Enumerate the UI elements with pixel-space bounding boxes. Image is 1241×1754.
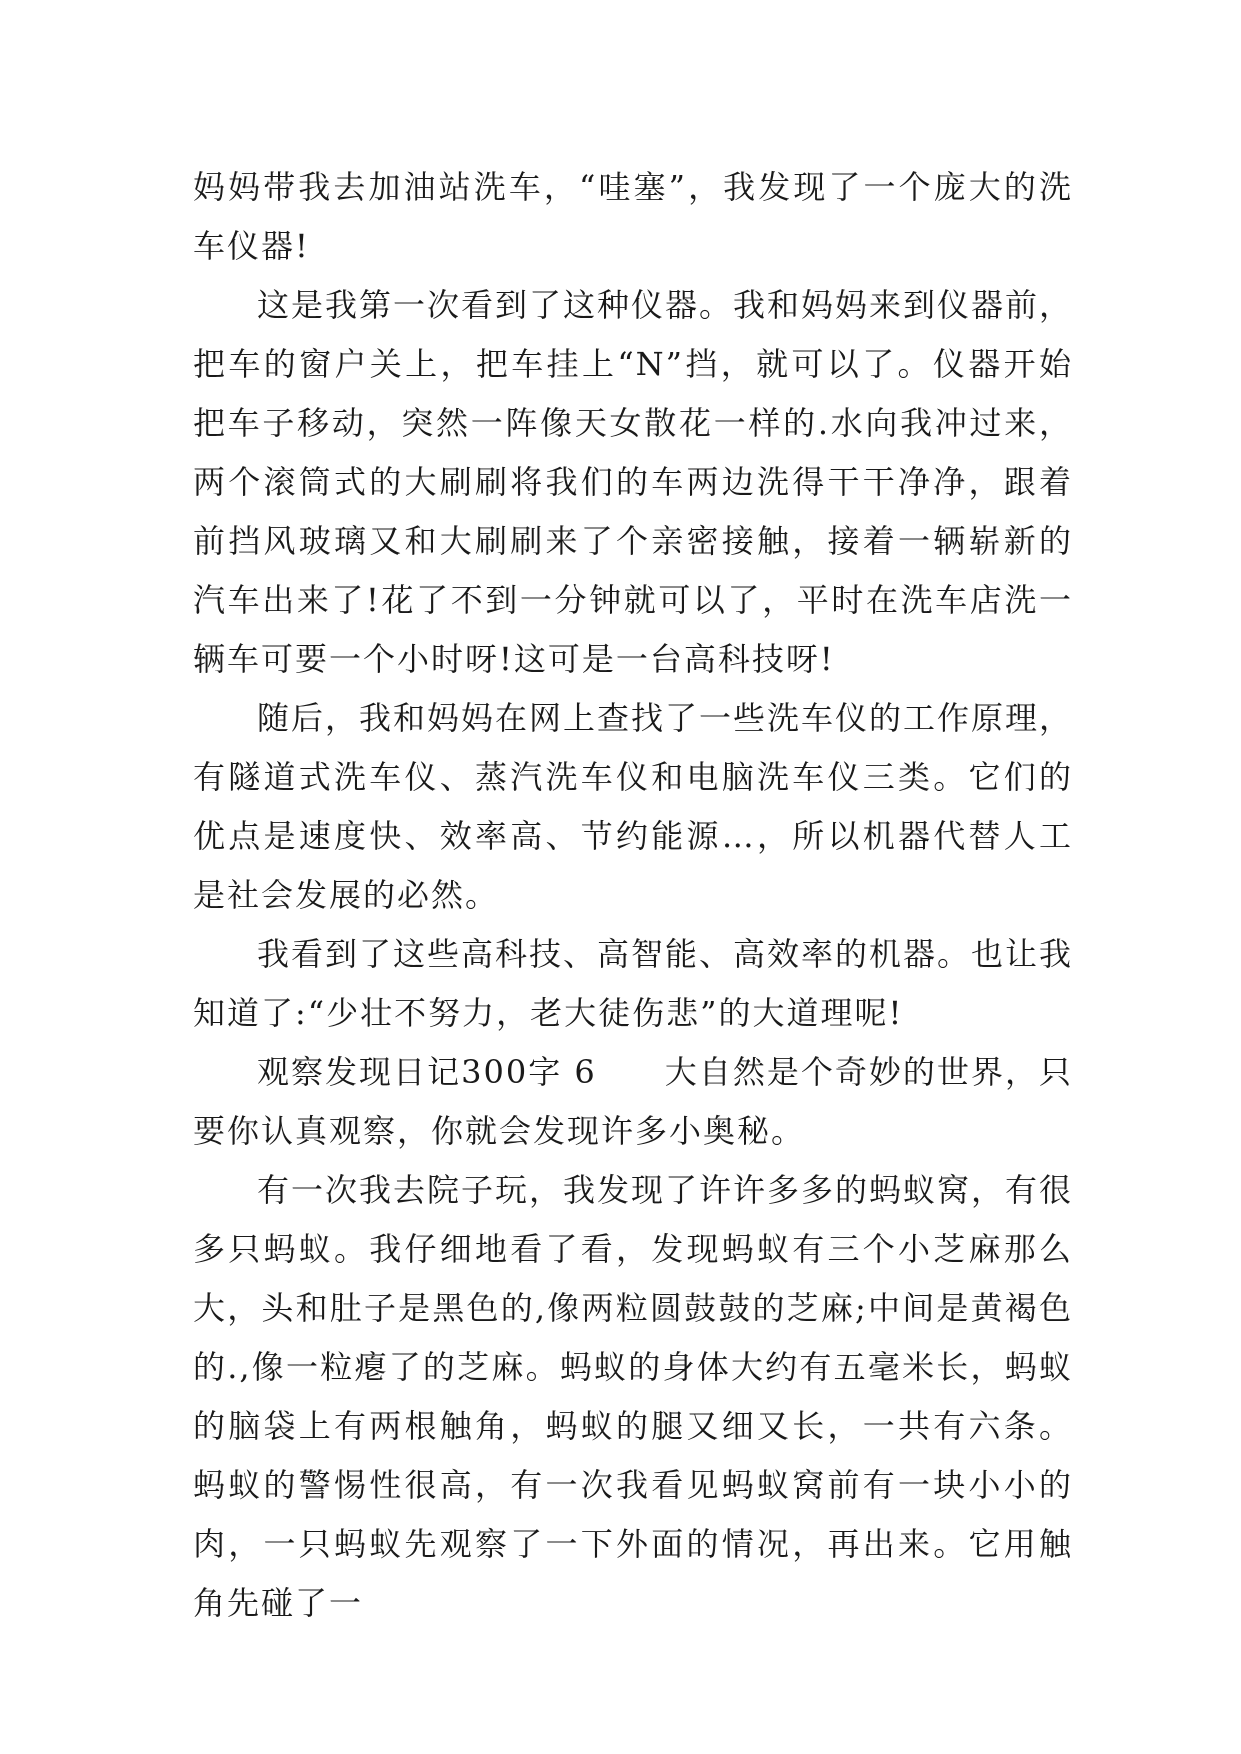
paragraph-5: 观察发现日记300字 6 大自然是个奇妙的世界，只要你认真观察，你就会发现许多小奥秘。 [193, 1053, 1073, 1150]
paragraph-4: 我看到了这些高科技、高智能、高效率的机器。也让我知道了:“少壮不努力，老大徒伤悲”的大道理呢! [193, 935, 1074, 1032]
paragraph-1: 妈妈带我去加油站洗车，“哇塞”，我发现了一个庞大的洗车仪器! [193, 168, 1073, 265]
document-body [193, 158, 1073, 1633]
paragraph-6: 有一次我去院子玩，我发现了许许多多的蚂蚁窝，有很多只蚂蚁。我仔细地看了看，发现蚂蚁有三个小芝麻那么大，头和肚子是黑色的,像两粒圆鼓鼓的芝麻;中间是黄褐色的.,像一粒瘪了的芝麻。蚂蚁的身体大约有五毫米长，蚂蚁的脑袋上有两根触角，蚂蚁的腿又细又长，一共有六条。蚂蚁的警惕性很高，有一次我看见蚂蚁窝前有一块小小的肉，一只蚂蚁先观察了一下外面的情况，再出来。它用触角先碰了一 [193, 1171, 1074, 1622]
paragraph-2: 这是我第一次看到了这种仪器。我和妈妈来到仪器前，把车的窗户关上，把车挂上“N”挡，就可以了。仪器开始把车子移动，突然一阵像天女散花一样的.水向我冲过来，两个滚筒式的大刷刷将我们的车两边洗得干干净净，跟着前挡风玻璃又和大刷刷来了个亲密接触，接着一辆崭新的汽车出来了!花了不到一分钟就可以了，平时在洗车店洗一辆车可要一个小时呀!这可是一台高科技呀! [193, 286, 1074, 678]
paragraph-3: 随后，我和妈妈在网上查找了一些洗车仪的工作原理，有隧道式洗车仪、蒸汽洗车仪和电脑洗车仪三类。它们的优点是速度快、效率高、节约能源…，所以机器代替人工是社会发展的必然。 [193, 699, 1074, 914]
